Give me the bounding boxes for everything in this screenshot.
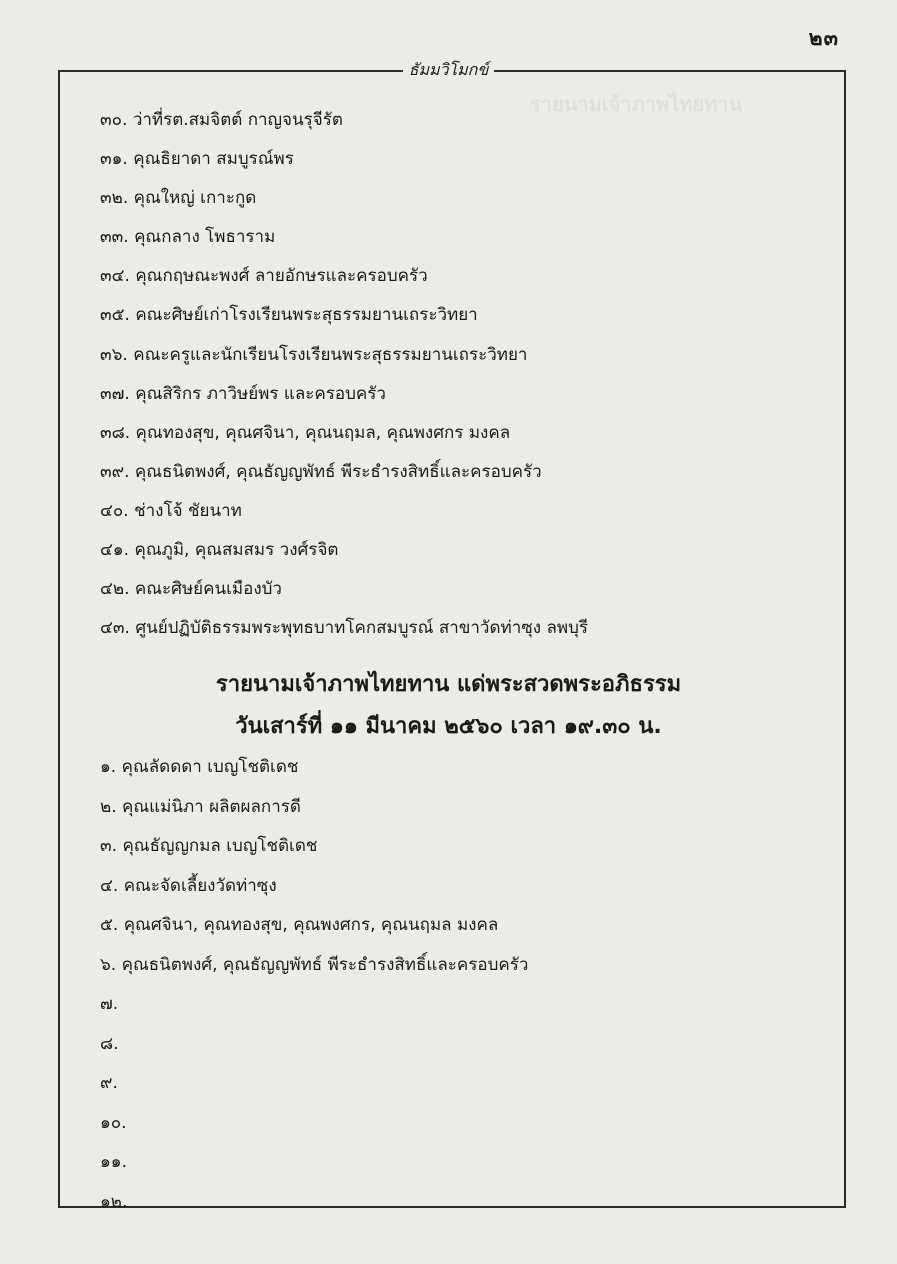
item-name: คุณธนิตพงศ์, คุณธัญญพัทธ์ พีระธำรงสิทธิ์และครอบครัว bbox=[134, 461, 542, 482]
item-name: คณะศิษย์คนเมืองบัว bbox=[134, 579, 282, 600]
item-number: ๓๕. bbox=[100, 305, 130, 326]
item-number: ๔๐. bbox=[100, 500, 129, 521]
list-item bbox=[100, 576, 588, 615]
item-name: ศูนย์ปฏิบัติธรรมพระพุทธบาทโคกสมบูรณ์ สาขาวัดท่าซุง ลพบุรี bbox=[135, 618, 589, 639]
item-number: ๖. bbox=[100, 954, 117, 975]
item-number: ๕. bbox=[100, 915, 119, 935]
list-item bbox=[100, 833, 528, 873]
list-item bbox=[100, 185, 588, 224]
item-name: คุณศจินา, คุณทองสุข, คุณพงศกร, คุณนฤมล มงคล bbox=[123, 915, 499, 935]
list-item bbox=[100, 107, 588, 146]
item-number: ๑. bbox=[100, 757, 117, 777]
section-title: รายนามเจ้าภาพไทยทาน แด่พระสวดพระอภิธรรม bbox=[215, 672, 682, 697]
item-name: คุณกลาง โพธาราม bbox=[134, 227, 276, 248]
donors-list bbox=[100, 107, 588, 654]
item-number: ๓๑. bbox=[100, 149, 128, 170]
list-item bbox=[100, 302, 588, 341]
item-number: ๓๘. bbox=[100, 422, 131, 443]
list-item bbox=[100, 146, 588, 185]
item-name: คุณธัญญกมล เบญโชติเดช bbox=[122, 836, 318, 856]
list-item bbox=[100, 1031, 528, 1071]
item-name: คุณสิริกร ภาวิษย์พร และครอบครัว bbox=[135, 383, 386, 404]
item-number: ๓๒. bbox=[100, 188, 129, 209]
list-item bbox=[100, 952, 528, 992]
item-number: ๔๓. bbox=[100, 618, 130, 639]
item-name: คณะศิษย์เก่าโรงเรียนพระสุธรรมยานเถระวิทยา bbox=[135, 305, 478, 326]
item-number: ๓๖. bbox=[100, 344, 128, 365]
list-item bbox=[100, 754, 528, 794]
item-number: ๑๑. bbox=[100, 1152, 127, 1172]
list-item bbox=[100, 1070, 528, 1110]
list-item bbox=[100, 224, 588, 263]
running-header-text: ธัมมวิโมกข์ bbox=[403, 60, 495, 79]
list-item bbox=[100, 873, 528, 913]
item-number: ๑๐. bbox=[100, 1112, 127, 1133]
list-item bbox=[100, 498, 588, 537]
item-name: คุณทองสุข, คุณศจินา, คุณนฤมล, คุณพงศกร มงคล bbox=[135, 422, 511, 443]
item-name: ว่าที่รต.สมจิตต์ กาญจนรุจีรัต bbox=[132, 110, 343, 130]
item-name: คุณกฤษณะพงศ์ ลายอักษรและครอบครัว bbox=[135, 266, 428, 287]
item-name: คุณลัดดดา เบญโชติเดช bbox=[121, 757, 299, 777]
list-item bbox=[100, 615, 588, 654]
item-number: ๓๓. bbox=[100, 227, 129, 248]
list-item bbox=[100, 263, 588, 302]
item-name: คณะครูและนักเรียนโรงเรียนพระสุธรรมยานเถระวิทยา bbox=[133, 344, 528, 365]
list-item bbox=[100, 420, 588, 459]
list-item bbox=[100, 1110, 528, 1150]
list-item bbox=[100, 1189, 528, 1229]
list-item bbox=[100, 381, 588, 420]
list-item bbox=[100, 459, 588, 498]
list-item bbox=[100, 342, 588, 381]
item-number: ๘. bbox=[100, 1033, 119, 1054]
item-name: ช่างโจ้ ชัยนาท bbox=[134, 500, 242, 521]
item-number: ๓. bbox=[100, 836, 118, 856]
faded-title: รายนามเจ้าภาพไทยทาน bbox=[530, 92, 743, 116]
item-number: ๓๔. bbox=[100, 266, 130, 287]
item-number: ๙. bbox=[100, 1073, 118, 1093]
item-number: ๓๐. bbox=[100, 110, 128, 130]
item-name: คุณธนิตพงศ์, คุณธัญญพัทธ์ พีระธำรงสิทธิ์และครอบครัว bbox=[121, 954, 529, 975]
item-number: ๓๗. bbox=[100, 383, 130, 404]
running-header bbox=[0, 58, 897, 83]
item-number: ๔๑. bbox=[100, 540, 130, 561]
item-name: คณะจัดเลี้ยงวัดท่าซุง bbox=[123, 875, 277, 896]
list-item bbox=[100, 991, 528, 1031]
item-number: ๑๒. bbox=[100, 1191, 128, 1212]
item-name: คุณธิยาดา สมบูรณ์พร bbox=[133, 149, 294, 170]
hosts-list bbox=[100, 754, 528, 1228]
list-item bbox=[100, 794, 528, 834]
section-subtitle-date: วันเสาร์ที่ ๑๑ มีนาคม ๒๕๖๐ เวลา ๑๙.๓๐ น. bbox=[235, 714, 662, 739]
item-number: ๔๒. bbox=[100, 579, 130, 600]
item-name: คุณภูมิ, คุณสมสมร วงศ์รจิต bbox=[134, 540, 339, 561]
item-number: ๒. bbox=[100, 796, 117, 817]
list-item bbox=[100, 1149, 528, 1189]
list-item bbox=[100, 537, 588, 576]
item-name: คุณใหญ่ เกาะกูด bbox=[133, 188, 257, 209]
item-number: ๔. bbox=[100, 875, 119, 896]
list-item bbox=[100, 912, 528, 952]
item-name: คุณแม่นิภา ผลิตผลการดี bbox=[122, 796, 301, 817]
item-number: ๓๙. bbox=[100, 461, 130, 482]
item-number: ๗. bbox=[100, 994, 119, 1014]
page-number: ๒๓ bbox=[808, 26, 839, 50]
